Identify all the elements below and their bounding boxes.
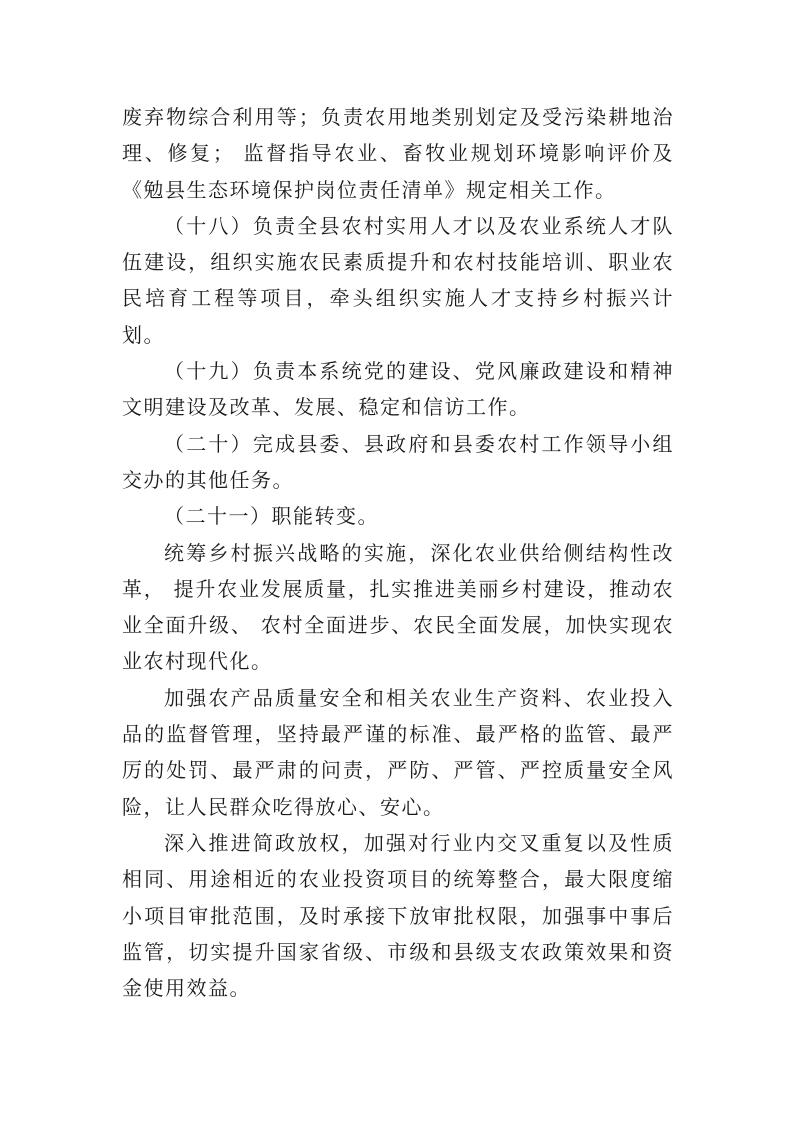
paragraph-item-19: （十九）负责本系统党的建设、党风廉政建设和精神文明建设及改革、发展、稳定和信访工作。 xyxy=(122,359,674,420)
document-body xyxy=(122,99,674,1006)
paragraph-continuation: 废弃物综合利用等；负责农用地类别划定及受污染耕地治理、修复； 监督指导农业、畜牧业规划环境影响评价及《勉县生态环境保护岗位责任清单》规定相关工作。 xyxy=(122,105,674,202)
paragraph-item-21-heading: （二十一）职能转变。 xyxy=(164,504,379,529)
paragraph-item-18: （十八）负责全县农村实用人才以及农业系统人才队伍建设，组织实施农民素质提升和农村技能培训、职业农民培育工程等项目，牵头组织实施人才支持乡村振兴计划。 xyxy=(122,213,674,347)
paragraph-item-20: （二十）完成县委、县政府和县委农村工作领导小组交办的其他任务。 xyxy=(122,431,674,492)
paragraph-function-rural-revitalization: 统筹乡村振兴战略的实施，深化农业供给侧结构性改革， 提升农业发展质量，扎实推进美丽乡村建设，推动农业全面升级、 农村全面进步、农民全面发展，加快实现农业农村现代化。 xyxy=(122,540,674,674)
paragraph-function-streamline-administration: 深入推进简政放权，加强对行业内交叉重复以及性质相同、用途相近的农业投资项目的统筹整合，最大限度缩小项目审批范围，及时承接下放审批权限，加强事中事后监管，切实提升国家省级、市级和县级支农政策效果和资金使用效益。 xyxy=(122,830,674,1001)
paragraph-function-quality-safety: 加强农产品质量安全和相关农业生产资料、农业投入品的监督管理，坚持最严谨的标准、最严格的监管、最严厉的处罚、最严肃的问责，严防、严管、严控质量安全风险，让人民群众吃得放心、安心。 xyxy=(122,685,674,819)
